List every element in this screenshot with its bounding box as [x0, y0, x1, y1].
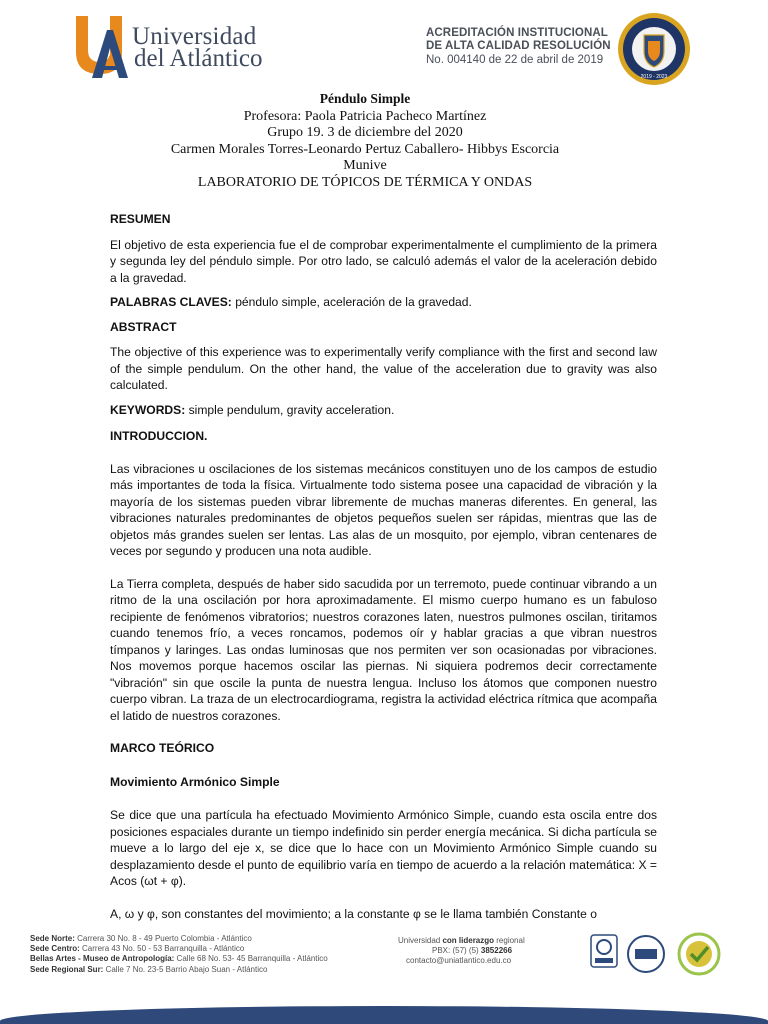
resumen-paragraph: El objetivo de esta experiencia fue el de comprobar experimentalmente el cumplimiento de la primera y segunda ley del péndulo simple. Por otro lado, se calculó además el valor de la aceleración debido a la gravedad. — [110, 237, 657, 285]
footer-pbx-label: PBX: (57) (5) — [432, 946, 481, 955]
lab-line: LABORATORIO DE TÓPICOS DE TÉRMICA Y ONDAS — [197, 174, 533, 190]
university-logo — [74, 14, 274, 84]
footer-sede-sur-label: Sede Regional Sur: — [30, 964, 104, 974]
footer-sede-centro-label: Sede Centro: — [30, 944, 80, 954]
marco-teorico-heading: MARCO TEÓRICO — [110, 741, 215, 755]
footer-sede-sur-text: Calle 7 No. 23-5 Barrio Abajo Suan - Atlántico — [103, 964, 268, 974]
footer-slogan-c: regional — [494, 936, 525, 945]
palabras-claves-label: PALABRAS CLAVES: — [110, 295, 232, 309]
accreditation-text — [426, 27, 616, 67]
university-logo-mark-icon — [74, 14, 132, 80]
palabras-claves — [110, 294, 657, 311]
mas-paragraph-1: Se dice que una partícula ha efectuado Movimiento Armónico Simple, cuando esta oscila entre dos posiciones espaciales durante un tiempo indefinido sin perder energía mecánica. Si dicha partícula se mueve a lo largo del eje x, se dice que lo hace con un Movimiento Armónico Simple cuando su desplazamiento desde el punto de equilibrio varía en tiempo de acuerdo a la relación matemática: X = Acos (ωt + φ). — [110, 808, 657, 888]
footer-band — [0, 1006, 768, 1024]
quality-certified-icon — [676, 932, 722, 976]
university-name-line1: Universidad — [132, 23, 257, 50]
footer-email: contacto@uniatlantico.edu.co — [406, 956, 512, 965]
footer-pbx-number: 3852266 — [480, 946, 513, 955]
accreditation-line3: No. 004140 de 22 de abril de 2019 — [426, 54, 604, 66]
footer-bellas-artes-label: Bellas Artes - Museo de Antropología: — [30, 954, 175, 964]
footer-addresses — [30, 934, 328, 975]
footer-pbx — [432, 946, 525, 956]
keywords-text: simple pendulum, gravity acceleration. — [185, 402, 395, 417]
accreditation-line2: DE ALTA CALIDAD RESOLUCIÓN — [426, 40, 611, 52]
iso-certification-icon — [590, 934, 618, 968]
accreditation-line1: ACREDITACIÓN INSTITUCIONAL — [426, 27, 608, 39]
intro-paragraph-1: Las vibraciones u oscilaciones de los sistemas mecánicos constituyen uno de los campos de estudio más importantes de toda la física. Virtualmente todo sistema posee una capacidad de vibración y la mayoría de los sistemas pueden vibrar libremente de muchas maneras diferentes. En general, las vibraciones naturales predominantes de objetos pequeños suelen ser rápidas, mientras que las de objetos más grandes suelen ser lentas. Las alas de un mosquito, por ejemplo, vibran centenares de veces por segundo y producen una nota audible. — [110, 461, 657, 558]
keywords-label: KEYWORDS: — [110, 402, 186, 417]
footer-bellas-artes — [30, 954, 328, 964]
keywords — [110, 402, 657, 419]
intro-paragraph-2: La Tierra completa, después de haber sido sacudida por un terremoto, puede continuar vibrando a un ritmo de la una oscilación por hora aproximadamente. El mismo cuerpo humano es un fabuloso recipiente de fenómenos vibratorios; nuestros corazones laten, nuestros pulmones oscilan, tiritamos cuando tenemos frío, a veces roncamos, podemos oír y hablar gracias a que vibran nuestros tímpanos y laringes. Las ondas luminosas que nos permiten ver son ocasionadas por vibraciones. Nos movemos porque hacemos oscilar las piernas. Ni siquiera podremos decir correctamente "vibración" sin que oscile la punta de nuestra lengua. Incluso los átomos que componen nuestro cuerpo vibran. La traza de un electrocardiograma, registra la actividad eléctrica rítmica que acompaña el latido de nuestros corazones. — [110, 576, 657, 723]
authors-line-cont: Munive — [343, 158, 387, 173]
group-date-line: Grupo 19. 3 de diciembre del 2020 — [267, 125, 463, 140]
footer-slogan-b: con liderazgo — [442, 936, 495, 945]
teacher-line: Profesora: Paola Patricia Pacheco Martínez — [243, 108, 487, 124]
mas-heading: Movimiento Armónico Simple — [110, 774, 280, 789]
seal-years: 2019 - 2023 — [640, 74, 668, 80]
footer-slogan — [398, 936, 525, 946]
abstract-heading: ABSTRACT — [110, 319, 177, 334]
footer-sede-centro — [30, 944, 328, 954]
footer-contact — [398, 936, 525, 966]
footer-sede-sur — [30, 965, 328, 975]
title-block — [120, 91, 610, 191]
footer-sede-norte-label: Sede Norte: — [30, 934, 75, 943]
mas-paragraph-2: A, ω y φ, son constantes del movimiento; a la constante φ se le llama también Constante o — [110, 906, 597, 921]
resumen-heading: RESUMEN — [110, 212, 171, 226]
footer-sede-centro-text: Carrera 43 No. 50 - 53 Barranquilla - Atlántico — [79, 944, 245, 954]
footer-sede-norte-text: Carrera 30 No. 8 - 49 Puerto Colombia - Atlántico — [74, 934, 252, 943]
abstract-paragraph: The objective of this experience was to experimentally verify compliance with the first and second law of the simple pendulum. On the other hand, the value of the acceleration due to gravity was also calculated. — [110, 345, 657, 392]
footer-slogan-a: Universidad — [398, 936, 443, 945]
document-title: Péndulo Simple — [319, 91, 411, 106]
accreditation-seal-icon — [614, 11, 694, 87]
authors-line: Carmen Morales Torres-Leonardo Pertuz Caballero- Hibbys Escorcia — [170, 141, 560, 157]
document-body — [110, 211, 657, 922]
iqnet-certification-icon — [626, 934, 666, 974]
palabras-claves-text: péndulo simple, aceleración de la gravedad. — [231, 295, 472, 309]
university-name — [132, 23, 263, 72]
footer-bellas-artes-text: Calle 68 No. 53- 45 Barranquilla - Atlántico — [174, 954, 328, 964]
introduccion-heading: INTRODUCCION. — [110, 429, 208, 443]
university-name-line2: del Atlántico — [134, 45, 263, 72]
footer-sede-norte — [30, 934, 328, 944]
